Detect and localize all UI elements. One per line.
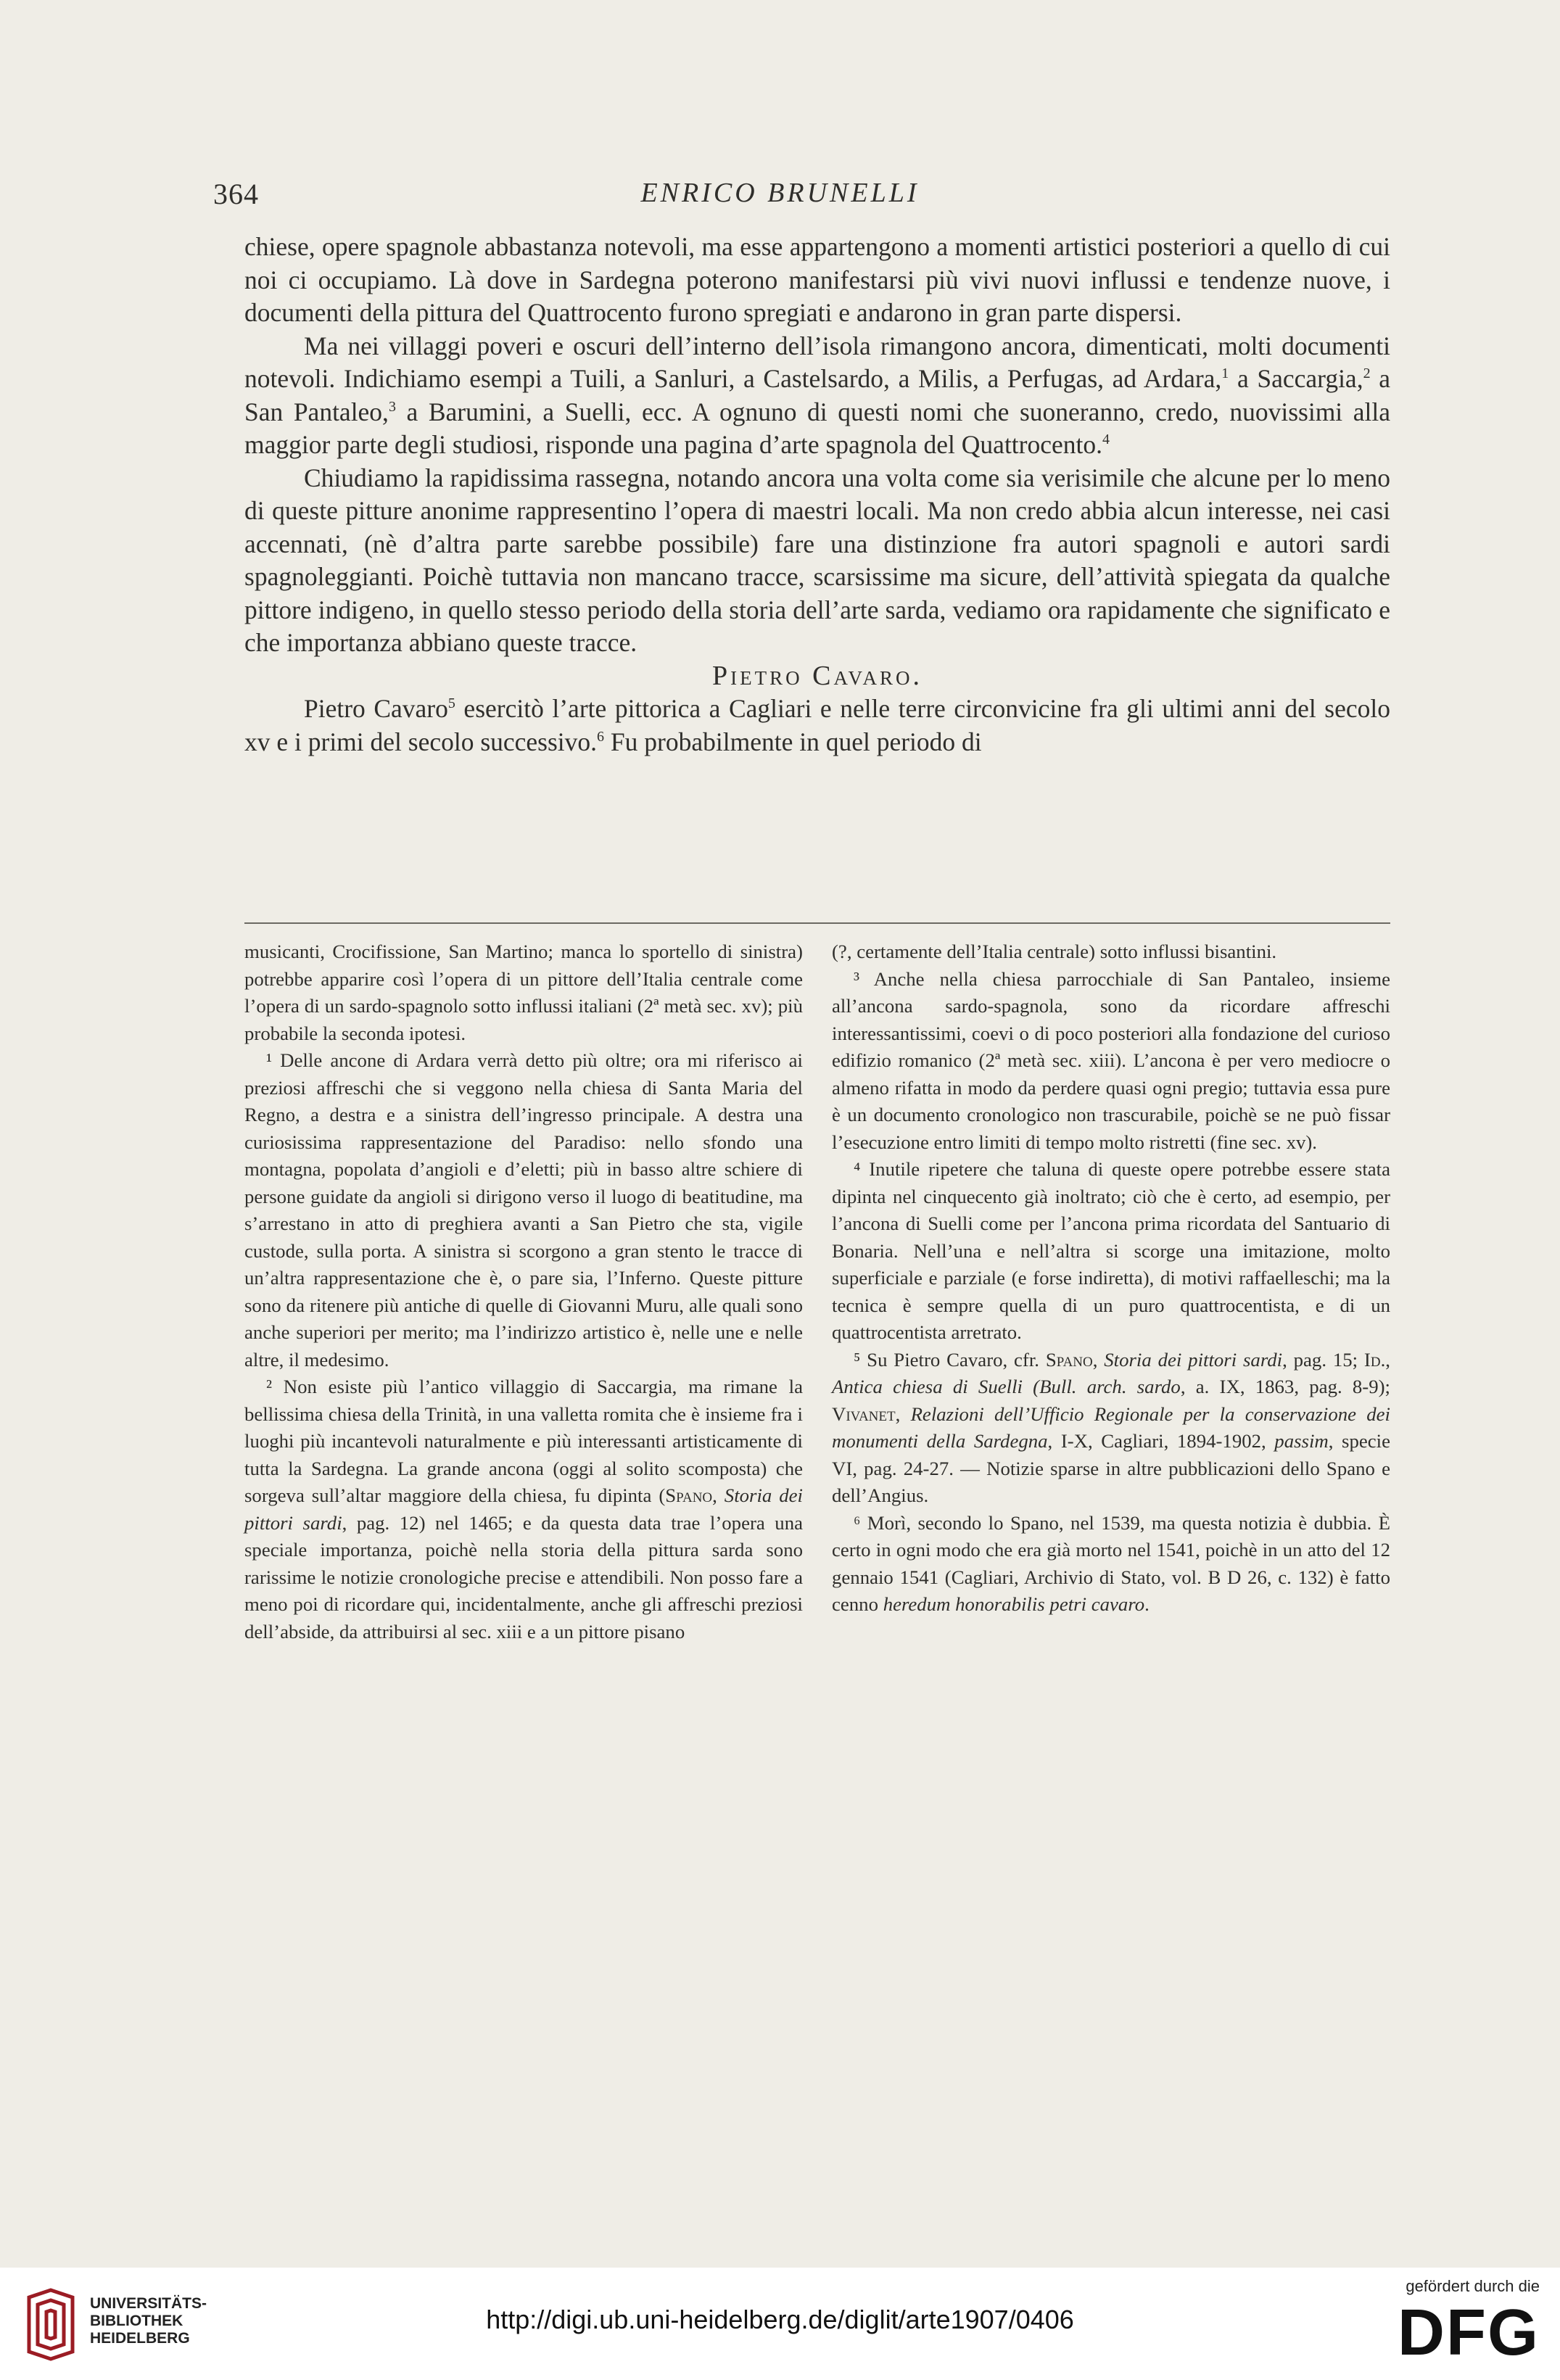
text-run: .	[1144, 1593, 1150, 1615]
dfg-logo: DFG	[1398, 2297, 1540, 2369]
footnote-ref[interactable]: 6	[597, 728, 605, 745]
text-run: ,	[1092, 1348, 1105, 1371]
text-run: , I-X, Cagliari, 1894-1902,	[1047, 1430, 1275, 1452]
footnote-4: ⁴ Inutile ripetere che taluna di queste opere potrebbe essere stata dipinta nel cinquecento già inoltrato; ciò che è certo, ad esempio, per l’ancona di Suelli come per l’ancona prima ricordata del Santuario di Bonaria. Nell’una e nell’altra si scorge una imitazione, molto superficiale e parziale (e forse indiretta), di motivi raffaelleschi; ma la tecnica è sempre quella di un puro quattrocentista, e di un quattrocentista arretrato.	[832, 1158, 1390, 1343]
footnote-ref[interactable]: 3	[388, 398, 396, 415]
text-run: ⁵ Su Pietro Cavaro, cfr.	[854, 1348, 1046, 1371]
text-run: , pag. 15;	[1282, 1348, 1364, 1371]
latin-quote: heredum honorabilis petri cavaro	[883, 1593, 1145, 1615]
funding-note: gefördert durch die	[1406, 2277, 1540, 2295]
text-run: , specie VI, pag. 24-27. — Notizie sparse in altre pubblicazioni dello Spano e dell’Angius.	[832, 1430, 1390, 1506]
text-run: ² Non esiste più l’antico villaggio di Saccargia, ma rimane la bellissima chiesa della Trinità, in una valletta romita che è insieme fra i luoghi più incantevoli naturalmente e più interessanti artisticamente di tutta la Sardegna. La grande ancona (oggi al solito scomposta) che sorgeva sull’altar maggiore della chiesa, fu dipinta (	[244, 1376, 803, 1506]
main-text	[244, 231, 1390, 759]
library-name-line: BIBLIOTHEK	[90, 2313, 183, 2329]
book-title: Antica chiesa di Suelli (Bull. arch. sardo	[832, 1376, 1181, 1397]
text-run: ,	[895, 1402, 911, 1425]
footnotes-right-column	[832, 938, 1390, 1619]
book-title: Storia dei pittori sardi	[1104, 1348, 1283, 1371]
footnote-divider	[244, 922, 1390, 924]
text-run: , a. IX, 1863, pag. 8-9);	[1180, 1376, 1390, 1397]
text-run: a Saccargia,	[1229, 364, 1363, 393]
footnotes-left-column	[244, 938, 803, 1645]
text-run: ,	[1385, 1348, 1390, 1371]
footnote-ref[interactable]: 5	[447, 695, 455, 712]
footnote-1: ¹ Delle ancone di Ardara verrà detto più oltre; ora mi riferisco ai preziosi affreschi che si veggono nella chiesa di Santa Maria del Regno, a destra e a sinistra dell’ingresso principale. A destra una curiosissima rappresentazione del Paradiso: nello sfondo una montagna, popolata d’angioli e d’eletti; più in basso altre schiere di persone guidate da angioli si dirigono verso il luogo di beatitudine, ma s’arrestano in atto di preghiera avanti a San Pietro che sta, vigile custode, sulla porta. A sinistra si scorgono a gran stento le tracce di un’altra rappresentazione che è, o pare sia, l’Inferno. Queste pitture sono da ritenere più antiche di quelle di Giovanni Muru, alle quali sono anche superiori per merito; ma l’indirizzo artistico è, nelle une e nelle altre, il medesimo.	[244, 1049, 803, 1371]
running-head: ENRICO BRUNELLI	[640, 178, 920, 208]
footnote-ref[interactable]: 4	[1102, 431, 1110, 448]
text-run: esercitò l’arte pittorica a Cagliari e nelle terre circonvicine fra gli ultimi anni del secolo xv e i primi del secolo successivo.	[244, 694, 1390, 756]
text-run: ,	[712, 1484, 725, 1506]
author-name: Id.	[1363, 1348, 1386, 1371]
text-run: a San Pantaleo,	[244, 364, 1390, 426]
footnote: (?, certamente dell’Italia centrale) sotto influssi bisantini.	[832, 941, 1277, 962]
text-run: , pag. 12) nel 1465; e da questa data trae l’opera una speciale importanza, poichè nella storia della pittura sarda sono rarissime le notizie cronologiche precise e attendibili. Non posso fare a meno poi di ricordare qui, incidentalmente, anche gli affreschi preziosi dell’abside, da attribuirsi al sec. xiii e a un pittore pisano	[244, 1511, 803, 1643]
text-run: ⁶ Morì, secondo lo Spano, nel 1539, ma questa notizia è dubbia. È certo in ogni modo che era già morto nel 1541, poichè in un atto del 12 gennaio 1541 (Cagliari, Archivio di Stato, vol. B D 26, c. 132) è fatto cenno	[832, 1511, 1390, 1615]
book-title: Storia dei pittori sardi	[244, 1484, 803, 1534]
footnote-6	[832, 1510, 1390, 1619]
book-title: Relazioni dell’Ufficio Regionale per la conservazione dei monumenti della Sardegna	[832, 1402, 1391, 1452]
author-name: Spano	[665, 1484, 713, 1506]
footnote-2	[244, 1373, 803, 1645]
footnote-ref[interactable]: 1	[1221, 365, 1229, 382]
paragraph: Chiudiamo la rapidissima rassegna, notando ancora una volta come sia verisimile che alcune per lo meno di queste pitture anonime rappresentino l’opera di maestri locali. Ma non credo abbia alcun interesse, nei casi accennati, (nè d’altra parte sarebbe possibile) fare una distinzione fra autori spagnoli e autori sardi spagnoleggianti. Poichè tuttavia non mancano tracce, scarsissime ma sicure, dell’attività spiegata da qualche pittore indigeno, in quello stesso periodo della storia dell’arte sarda, vediamo ora rapidamente che significato e che importanza abbiano queste tracce.	[244, 463, 1390, 657]
permalink-url[interactable]: http://digi.ub.uni-heidelberg.de/diglit/arte1907/0406	[486, 2305, 1074, 2334]
footnote-ref[interactable]: 2	[1363, 365, 1371, 382]
text-run: Ma nei villaggi poveri e oscuri dell’interno dell’isola rimangono ancora, dimenticati, molti documenti notevoli. Indichiamo esempi a Tuili, a Sanluri, a Castelsardo, a Milis, a Perfugas, ad Ardara,	[244, 331, 1390, 393]
page-number: 364	[213, 178, 259, 210]
author-name: Vivanet	[832, 1402, 896, 1425]
author-name: Spano	[1045, 1348, 1093, 1371]
section-title: Pietro Cavaro.	[711, 660, 923, 691]
footnote-5	[832, 1347, 1390, 1510]
text-run: a Barumini, a Suelli, ecc. A ognuno di questi nomi che suoneranno, credo, nuovissimi alla maggior parte degli studiosi, risponde una pagina d’arte spagnola del Quattrocento.	[244, 397, 1390, 459]
footnote-3: ³ Anche nella chiesa parrocchiale di San Pantaleo, insieme all’ancona sardo-spagnola, sono da ricordare affreschi interessantissimi, coevi o di poco posteriori alla fondazione del curioso edifizio romanico (2ª metà sec. xiii). L’ancona è per vero mediocre o almeno rifatta in modo da perdere quasi ogni pregio; tuttavia essa pure è un documento cronologico non trascurabile, poichè se ne può fissar l’esecuzione entro limiti di tempo molto ristretti (fine sec. xv).	[832, 967, 1390, 1153]
text-run: Fu probabilmente in quel periodo di	[604, 727, 982, 756]
book-title: passim	[1274, 1430, 1329, 1452]
paragraph: chiese, opere spagnole abbastanza notevoli, ma esse appartengono a momenti artistici posteriori a quello di cui noi ci occupiamo. Là dove in Sardegna poterono manifestarsi più vivi nuovi influssi e tendenze nuove, i documenti della pittura del Quattrocento furono spregiati e andarono in gran parte dispersi.	[244, 232, 1390, 327]
paragraph	[244, 693, 1390, 759]
library-name-line: HEIDELBERG	[90, 2330, 190, 2347]
library-name-line: UNIVERSITÄTS-	[90, 2295, 207, 2312]
paragraph	[244, 330, 1390, 462]
footnote: musicanti, Crocifissione, San Martino; manca lo sportello di sinistra) potrebbe apparire così l’opera di un pittore dell’Italia centrale come l’opera di un sardo-spagnolo sotto influssi italiani (2ª metà sec. xv); più probabile la seconda ipotesi.	[244, 941, 803, 1044]
text-run: Pietro Cavaro	[304, 694, 448, 723]
